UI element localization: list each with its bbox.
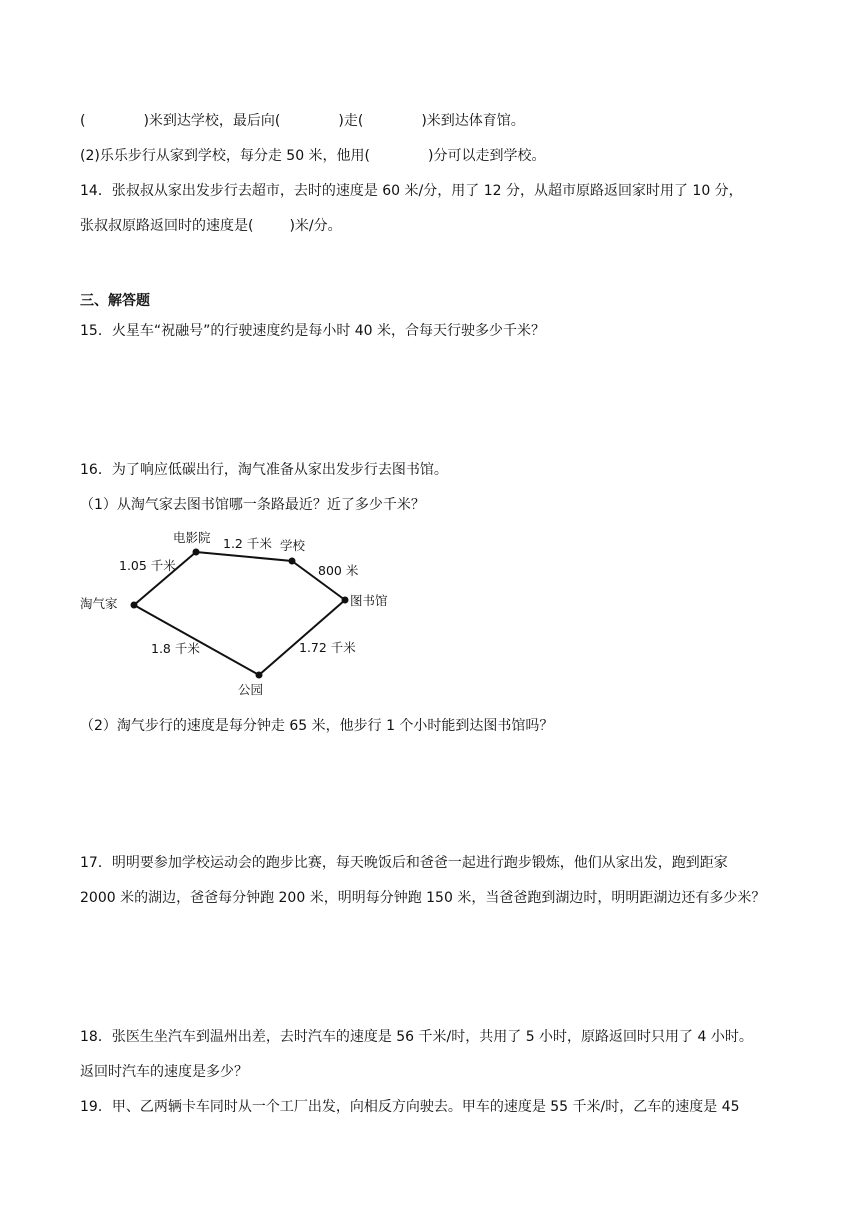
node-park-dot [256, 672, 263, 679]
node-library-label: 图书馆 [350, 593, 388, 608]
q17-line1: 17．明明要参加学校运动会的跑步比赛，每天晚饭后和爸爸一起进行跑步锻炼，他们从家出发，跑到距家 [80, 855, 728, 871]
q16-text: 16．为了响应低碳出行，淘气准备从家出发步行去图书馆。 [80, 462, 448, 478]
node-home-dot [131, 602, 138, 609]
node-cinema-dot [193, 549, 200, 556]
section-title: 三、解答题 [80, 293, 150, 309]
edge-park-library-label: 1.72 千米 [299, 640, 356, 655]
q17-line2: 2000 米的湖边，爸爸每分钟跑 200 米，明明每分钟跑 150 米，当爸爸跑到湖边时，明明距湖边还有多少米？ [80, 890, 766, 906]
q15-text: 15．火星车“祝融号”的行驶速度约是每小时 40 米，合每天行驶多少千米？ [80, 323, 546, 339]
q14-line2: 张叔叔原路返回时的速度是( )米/分。 [80, 218, 342, 234]
road-cinema-school [196, 552, 292, 561]
q19-line1: 19．甲、乙两辆卡车同时从一个工厂出发，向相反方向驶去。甲车的速度是 55 千米/时，乙车的速度是 45 [80, 1099, 740, 1115]
edge-home-cinema-label: 1.05 千米 [119, 558, 176, 573]
edge-cinema-school-label: 1.2 千米 [223, 536, 272, 551]
node-school-dot [289, 558, 296, 565]
node-park-label: 公园 [238, 682, 264, 697]
q16-sub2: （2）淘气步行的速度是每分钟走 65 米，他步行 1 个小时能到达图书馆吗？ [80, 718, 554, 734]
edge-home-park-label: 1.8 千米 [151, 641, 200, 656]
q16-sub1: （1）从淘气家去图书馆哪一条路最近？近了多少千米？ [80, 497, 425, 513]
q14-line1: 14．张叔叔从家出发步行去超市，去时的速度是 60 米/分，用了 12 分，从超市原路返回家时用了 10 分， [80, 183, 743, 199]
road-home-park [134, 605, 259, 675]
node-cinema-label: 电影院 [173, 530, 211, 545]
node-home-label: 淘气家 [80, 596, 118, 611]
q13-line2: (2)乐乐步行从家到学校，每分走 50 米，他用( )分可以走到学校。 [80, 148, 546, 164]
q18-line2: 返回时汽车的速度是多少？ [80, 1064, 248, 1080]
road-park-library [259, 600, 345, 675]
route-map-diagram [78, 522, 408, 700]
node-school-label: 学校 [280, 538, 306, 553]
edge-school-library-label: 800 米 [318, 563, 359, 578]
node-library-dot [342, 597, 349, 604]
q18-line1: 18．张医生坐汽车到温州出差，去时汽车的速度是 56 千米/时，共用了 5 小时，原路返回时只用了 4 小时。 [80, 1029, 753, 1045]
q13-line1: ( )米到达学校，最后向( )走( )米到达体育馆。 [80, 113, 525, 129]
